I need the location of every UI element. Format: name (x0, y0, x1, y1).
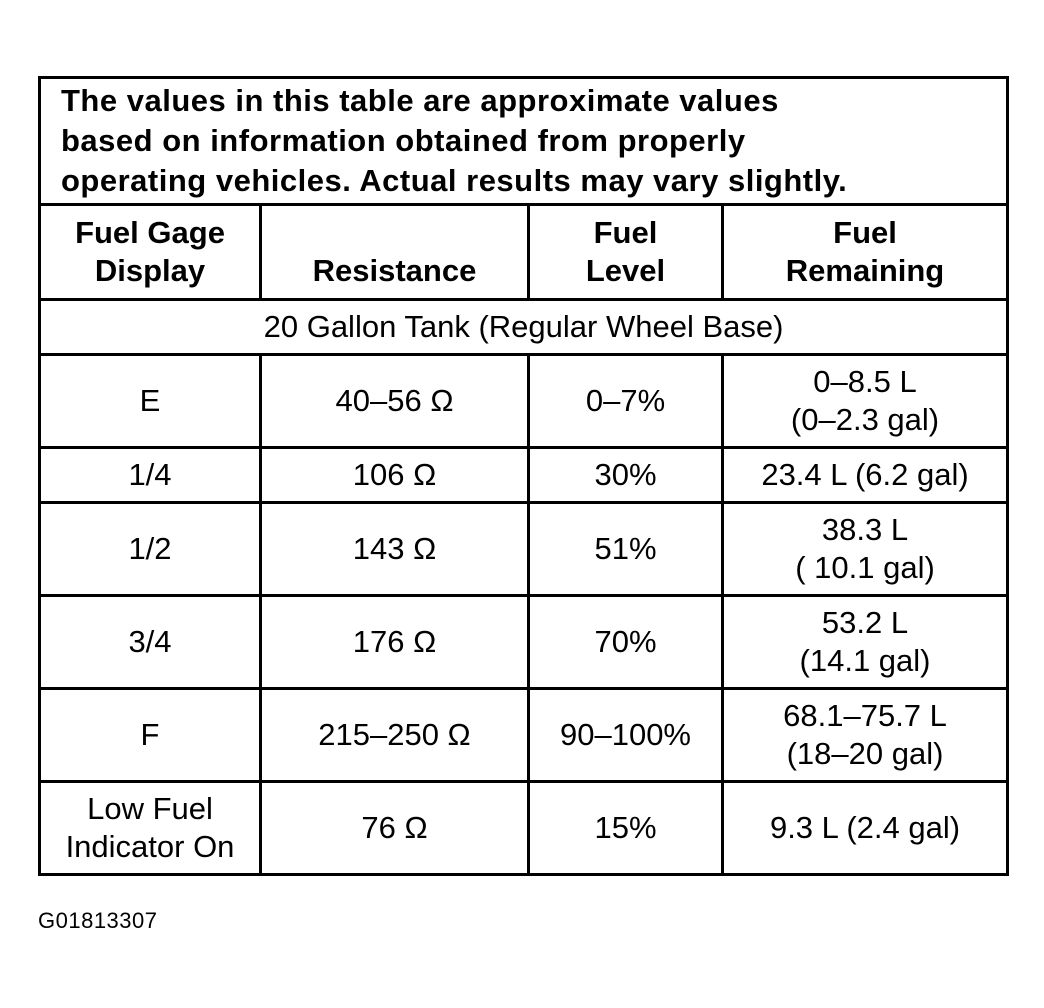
header-fuel-remaining (723, 205, 1008, 300)
cell-resistance: 143 Ω (261, 503, 529, 596)
cell-level: 30% (529, 448, 723, 503)
cell-remaining (723, 596, 1008, 689)
cell-display (40, 689, 261, 782)
cell-line: 1/2 (128, 531, 172, 566)
figure-id: G01813307 (38, 908, 158, 933)
cell-resistance: 106 Ω (261, 448, 529, 503)
cell-line: F (140, 717, 160, 752)
cell-line: 38.3 L (821, 512, 909, 547)
table-note (40, 78, 1008, 205)
cell-level: 15% (529, 782, 723, 875)
cell-line: 9.3 L (2.4 gal) (769, 810, 961, 845)
cell-line: 23.4 L (6.2 gal) (761, 457, 969, 492)
section-row (40, 300, 1008, 355)
header-row (40, 205, 1008, 300)
table-row (40, 689, 1008, 782)
cell-resistance: 40–56 Ω (261, 355, 529, 448)
header-line: Level (585, 253, 666, 288)
fuel-gage-table (38, 76, 1009, 876)
table-row (40, 596, 1008, 689)
cell-remaining (723, 782, 1008, 875)
cell-line: 68.1–75.7 L (783, 698, 947, 733)
cell-resistance: 176 Ω (261, 596, 529, 689)
header-fuel-level (529, 205, 723, 300)
cell-resistance: 76 Ω (261, 782, 529, 875)
header-line: Remaining (785, 253, 945, 288)
cell-display (40, 596, 261, 689)
section-title: 20 Gallon Tank (Regular Wheel Base) (40, 300, 1008, 355)
cell-display (40, 355, 261, 448)
cell-line: E (139, 383, 161, 418)
cell-line: 3/4 (128, 624, 172, 659)
header-line: Fuel (833, 215, 897, 250)
header-line: Fuel (593, 215, 658, 250)
header-line (262, 214, 527, 252)
cell-line: (14.1 gal) (799, 643, 931, 678)
header-fuel-gage-display (40, 205, 261, 300)
header-resistance (261, 205, 529, 300)
cell-line: Indicator On (65, 829, 235, 864)
cell-display (40, 782, 261, 875)
cell-remaining (723, 503, 1008, 596)
cell-resistance: 215–250 Ω (261, 689, 529, 782)
cell-display (40, 448, 261, 503)
cell-level: 90–100% (529, 689, 723, 782)
note-line: The values in this table are approximate values (61, 83, 779, 118)
table-row (40, 448, 1008, 503)
header-line: Fuel Gage (75, 215, 225, 250)
note-row (40, 78, 1008, 205)
cell-level: 0–7% (529, 355, 723, 448)
table-row (40, 355, 1008, 448)
cell-line: 0–8.5 L (813, 364, 917, 399)
cell-display (40, 503, 261, 596)
table-row (40, 782, 1008, 875)
cell-line: 53.2 L (821, 605, 909, 640)
cell-line: Low Fuel (87, 791, 213, 826)
cell-line: 1/4 (128, 457, 172, 492)
table-row (40, 503, 1008, 596)
cell-level: 70% (529, 596, 723, 689)
cell-level: 51% (529, 503, 723, 596)
cell-remaining (723, 355, 1008, 448)
note-line: operating vehicles. Actual results may vary slightly. (61, 163, 848, 198)
cell-line: (18–20 gal) (786, 736, 944, 771)
header-line: Resistance (312, 253, 477, 288)
header-line: Display (94, 253, 206, 288)
cell-line: (0–2.3 gal) (790, 402, 940, 437)
cell-remaining (723, 448, 1008, 503)
note-line: based on information obtained from properly (61, 123, 746, 158)
cell-remaining (723, 689, 1008, 782)
cell-line: ( 10.1 gal) (795, 550, 935, 585)
